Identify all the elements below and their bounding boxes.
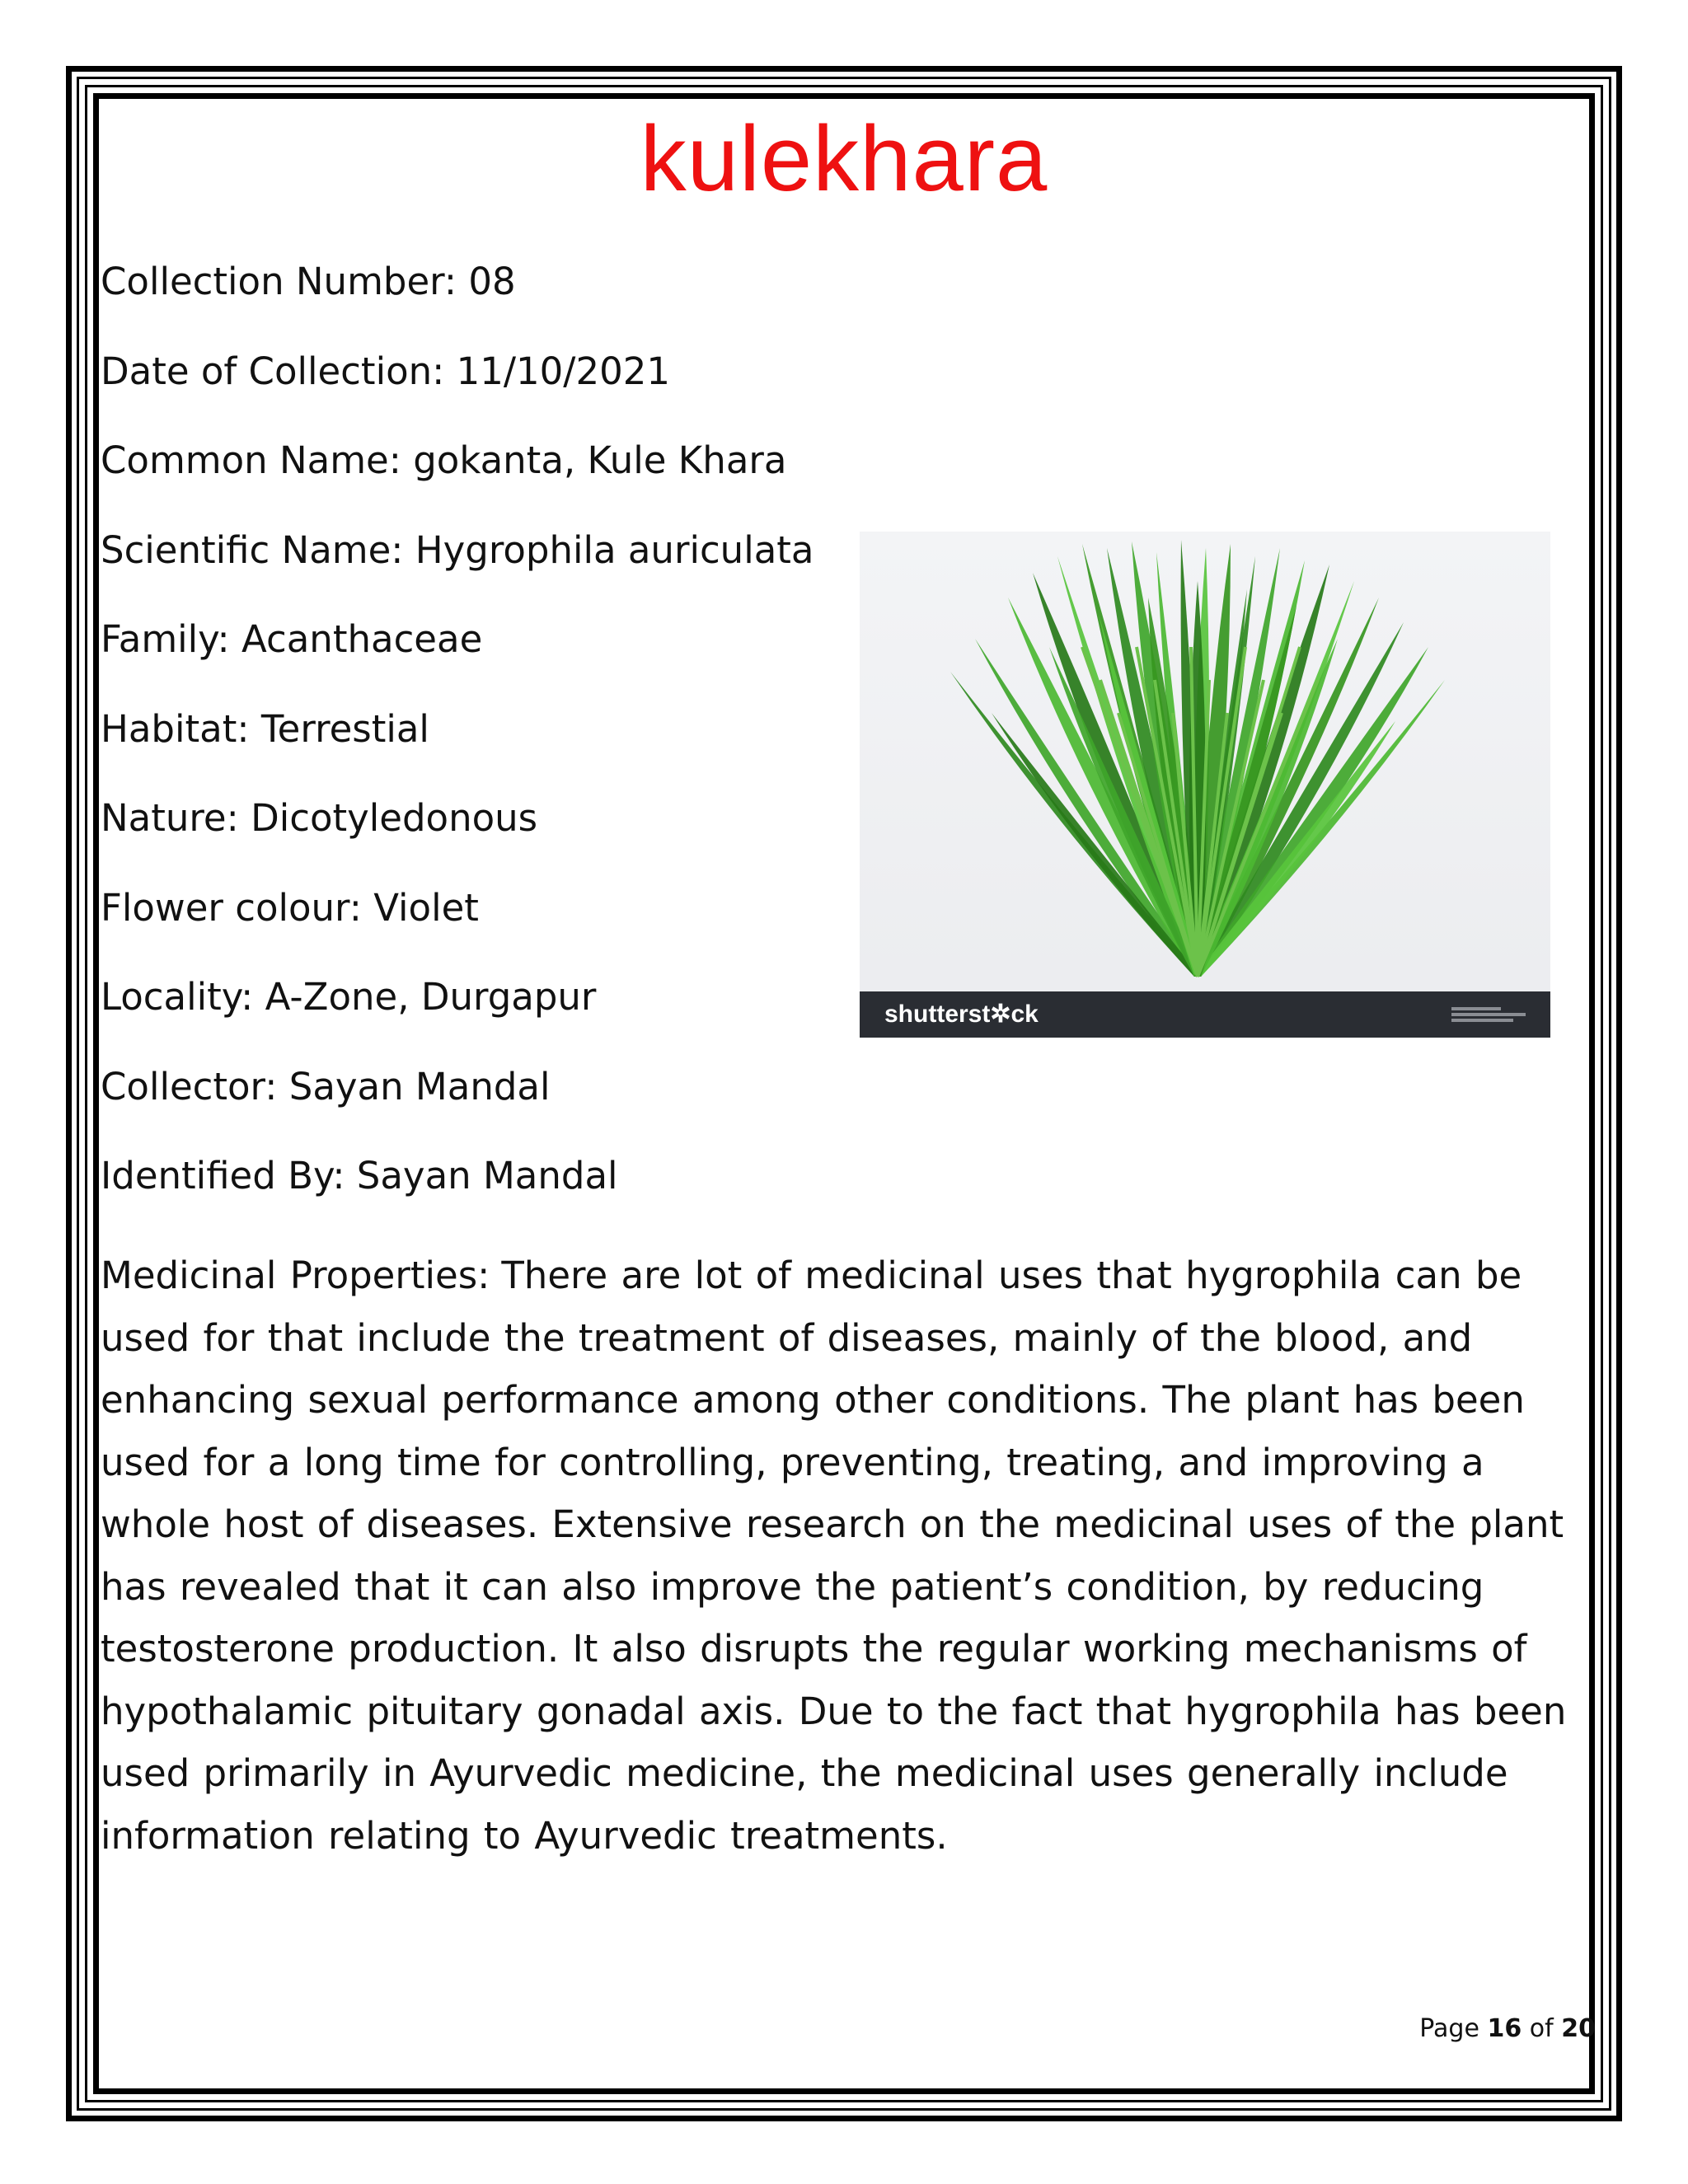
plant-illustration (860, 532, 1550, 993)
field-nature: Nature: Dicotyledonous (101, 796, 538, 840)
field-common-name: Common Name: gokanta, Kule Khara (101, 438, 787, 482)
medicinal-properties (101, 1244, 1592, 1867)
page-number: Page 16 of 20 (1419, 2014, 1596, 2043)
field-identified-by: Identified By: Sayan Mandal (101, 1154, 618, 1197)
watermark-fineprint (1451, 1005, 1526, 1023)
field-family: Family: Acanthaceae (101, 617, 483, 661)
field-collector: Collector: Sayan Mandal (101, 1064, 551, 1108)
field-scientific-name: Scientific Name: Hygrophila auriculata (101, 527, 814, 572)
field-collection-number: Collection Number: 08 (101, 260, 516, 303)
watermark-bar (860, 991, 1550, 1038)
medicinal-text: There are lot of medicinal uses that hygrophila can be used for that include the treatment of diseases, mainly of the blood, and enhancing sexual performance among other conditions. The plant has been used for a long time for controlling, preventing, treating, and improving a whole host of diseases. Extensive research on the medicinal uses of the plant has revealed that it can also improve the patient’s condition, by reducing testosterone production. It also disrupts the regular working mechanisms of hypothalamic pituitary gonadal axis. Due to the fact that hygrophila has been used primarily in Ayurvedic medicine, the medicinal uses generally include information relating to Ayurvedic treatments. (101, 1254, 1567, 1858)
page-title: kulekhara (640, 107, 1048, 210)
field-date-of-collection: Date of Collection: 11/10/2021 (101, 349, 670, 393)
plant-photo (860, 532, 1550, 1038)
field-locality: Locality: A-Zone, Durgapur (101, 975, 597, 1019)
field-flower-colour: Flower colour: Violet (101, 885, 479, 930)
medicinal-label: Medicinal Properties: (101, 1254, 490, 1297)
field-habitat: Habitat: Terrestial (101, 706, 429, 751)
specimen-fields (101, 257, 842, 1241)
watermark-brand: shutterst✲ck (884, 1001, 1039, 1028)
